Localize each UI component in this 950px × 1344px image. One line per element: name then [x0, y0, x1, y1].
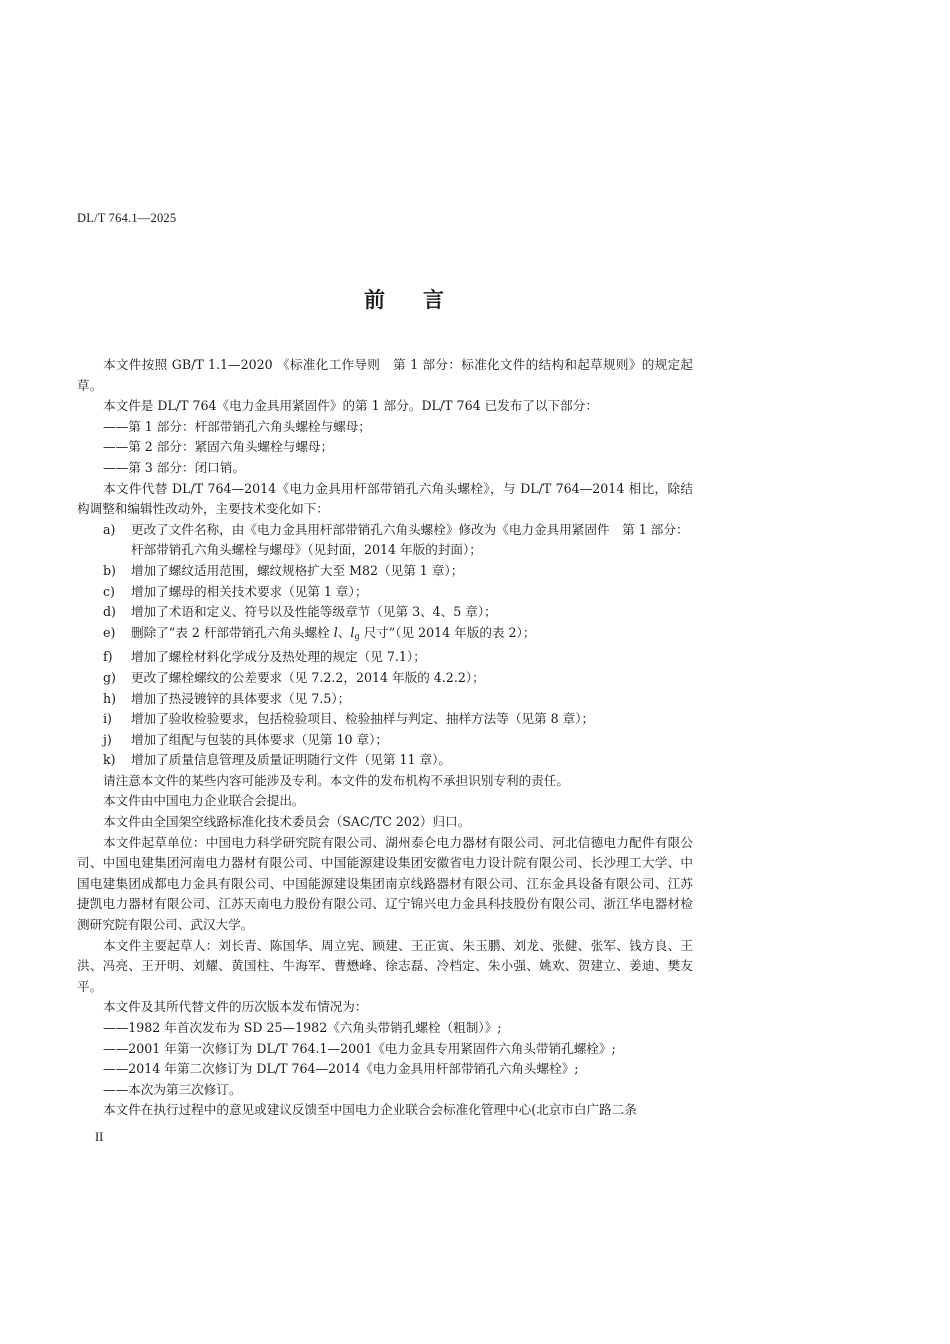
- change-text: 增加了螺纹适用范围，螺纹规格扩大至 M82（见第 1 章）；: [131, 562, 464, 578]
- change-item-k: [77, 750, 693, 771]
- change-text: 增加了螺栓材料化学成分及热处理的规定（见 7.1）；: [131, 649, 426, 665]
- change-text-part: 删除了“表 2 杆部带销孔六角头螺栓: [131, 624, 334, 640]
- paragraph-committee: 本文件由全国架空线路标准化技术委员会（SAC/TC 202）归口。: [103, 814, 471, 830]
- change-item-h: [77, 689, 693, 710]
- part-list-item: ——第 2 部分：紧固六角头螺栓与螺母；: [103, 439, 334, 455]
- change-marker: b): [103, 562, 116, 578]
- change-item-a: [77, 520, 693, 561]
- change-item-b: [77, 561, 693, 582]
- change-marker: e): [103, 624, 116, 640]
- change-text: 增加了验收检验要求，包括检验项目、检验抽样与判定、抽样方法等（见第 8 章）；: [131, 711, 595, 727]
- change-marker: k): [103, 752, 116, 768]
- document-number: DL/T 764.1—2025: [77, 211, 177, 225]
- paragraph-patent-notice: 请注意本文件的某些内容可能涉及专利。本文件的发布机构不承担识别专利的责任。: [103, 772, 569, 788]
- change-text: 增加了质量信息管理及质量证明随行文件（见第 11 章）。: [131, 752, 451, 768]
- change-item-j: [77, 730, 693, 751]
- change-text: 增加了组配与包装的具体要求（见第 10 章）；: [131, 731, 389, 747]
- change-marker: h): [103, 690, 117, 706]
- page-title: 前言: [364, 288, 482, 312]
- paragraph-proposer: 本文件由中国电力企业联合会提出。: [103, 793, 305, 809]
- preface-body: [77, 355, 693, 1121]
- paragraph-history-intro: 本文件及其所代替文件的历次版本发布情况为：: [103, 999, 368, 1015]
- paragraph-drafting-units: 本文件起草单位：中国电力科学研究院有限公司、湖州泰仑电力器材有限公司、河北信德电力配件有限公司、中国电建集团河南电力器材有限公司、中国能源建设集团安徽省电力设计院有限公司、长沙理工大学、中国电建集团成都电力金具有限公司、中国能源建设集团南京线路器材有限公司、江东金具设备有限公司、江苏捷凯电力器材有限公司、江苏天南电力股份有限公司、辽宁锦兴电力金具科技股份有限公司、浙江华电器材检测研究院有限公司、武汉大学。: [77, 834, 693, 933]
- change-item-e: [77, 623, 693, 648]
- change-text: 增加了螺母的相关技术要求（见第 1 章）；: [131, 583, 368, 599]
- change-text: 更改了文件名称，由《电力金具用杆部带销孔六角头螺栓》修改为《电力金具用紧固件 第 1 部分：杆部带销孔六角头螺栓与螺母》（见封面，2014 年版的封面）；: [131, 521, 689, 558]
- change-marker: d): [103, 604, 116, 620]
- change-item-g: [77, 668, 693, 689]
- change-marker: a): [103, 521, 116, 537]
- change-item-f: [77, 647, 693, 668]
- change-marker: f): [103, 649, 113, 665]
- change-text: 增加了术语和定义、符号以及性能等级章节（见第 3、4、5 章）；: [131, 604, 497, 620]
- symbol-separator: 、: [337, 624, 351, 640]
- page-number: II: [95, 1130, 104, 1144]
- change-marker: j): [103, 731, 112, 747]
- part-list-item: ——第 1 部分：杆部带销孔六角头螺栓与螺母；: [103, 418, 371, 434]
- change-text: [131, 623, 693, 648]
- paragraph-feedback: 本文件在执行过程中的意见或建议反馈至中国电力企业联合会标准化管理中心(北京市白广路二条: [103, 1102, 637, 1118]
- paragraph-drafting-rules: 本文件按照 GB/T 1.1—2020 《标准化工作导则 第 1 部分：标准化文件的结构和起草规则》的规定起草。: [77, 357, 693, 393]
- history-item: ——2001 年第一次修订为 DL/T 764.1—2001《电力金具专用紧固件六角头带销孔螺栓》;: [103, 1040, 616, 1056]
- change-marker: c): [103, 583, 115, 599]
- change-text: 更改了螺栓螺纹的公差要求（见 7.2.2，2014 年版的 4.2.2）；: [131, 669, 485, 685]
- symbol-lg: l: [350, 624, 355, 640]
- symbol-subscript: g: [354, 631, 360, 641]
- paragraph-parts-intro: 本文件是 DL/T 764《电力金具用紧固件》的第 1 部分。DL/T 764 已发布了以下部分：: [103, 398, 598, 414]
- paragraph-replacement: 本文件代替 DL/T 764—2014《电力金具用杆部带销孔六角头螺栓》，与 DL/T 764—2014 相比，除结构调整和编辑性改动外，主要技术变化如下：: [77, 480, 693, 517]
- history-item: ——本次为第三次修订。: [103, 1081, 242, 1097]
- change-marker: i): [103, 711, 112, 727]
- change-item-d: [77, 602, 693, 623]
- change-marker: g): [103, 669, 116, 685]
- history-item: ——1982 年首次发布为 SD 25—1982《六角头带销孔螺栓（粗制）》;: [103, 1020, 502, 1035]
- change-item-c: [77, 582, 693, 603]
- history-item: ——2014 年第二次修订为 DL/T 764—2014《电力金具用杆部带销孔六角头螺栓》;: [103, 1061, 579, 1077]
- paragraph-drafters: 本文件主要起草人：刘长青、陈国华、周立宪、顾建、王正寅、朱玉鹏、刘龙、张健、张军、钱方良、王洪、冯亮、王开明、刘耀、黄国柱、牛海军、曹懋峰、徐志磊、冷档定、朱小强、姚欢、贺建立、姜迪、樊友平。: [77, 937, 693, 994]
- change-text: 增加了热浸镀锌的具体要求（见 7.5）；: [131, 690, 351, 706]
- symbol-l: l: [333, 624, 338, 640]
- change-item-i: [77, 709, 693, 730]
- part-list-item: ——第 3 部分：闭口销。: [103, 459, 245, 475]
- change-text-part: 尺寸”（见 2014 年版的表 2）；: [359, 624, 536, 640]
